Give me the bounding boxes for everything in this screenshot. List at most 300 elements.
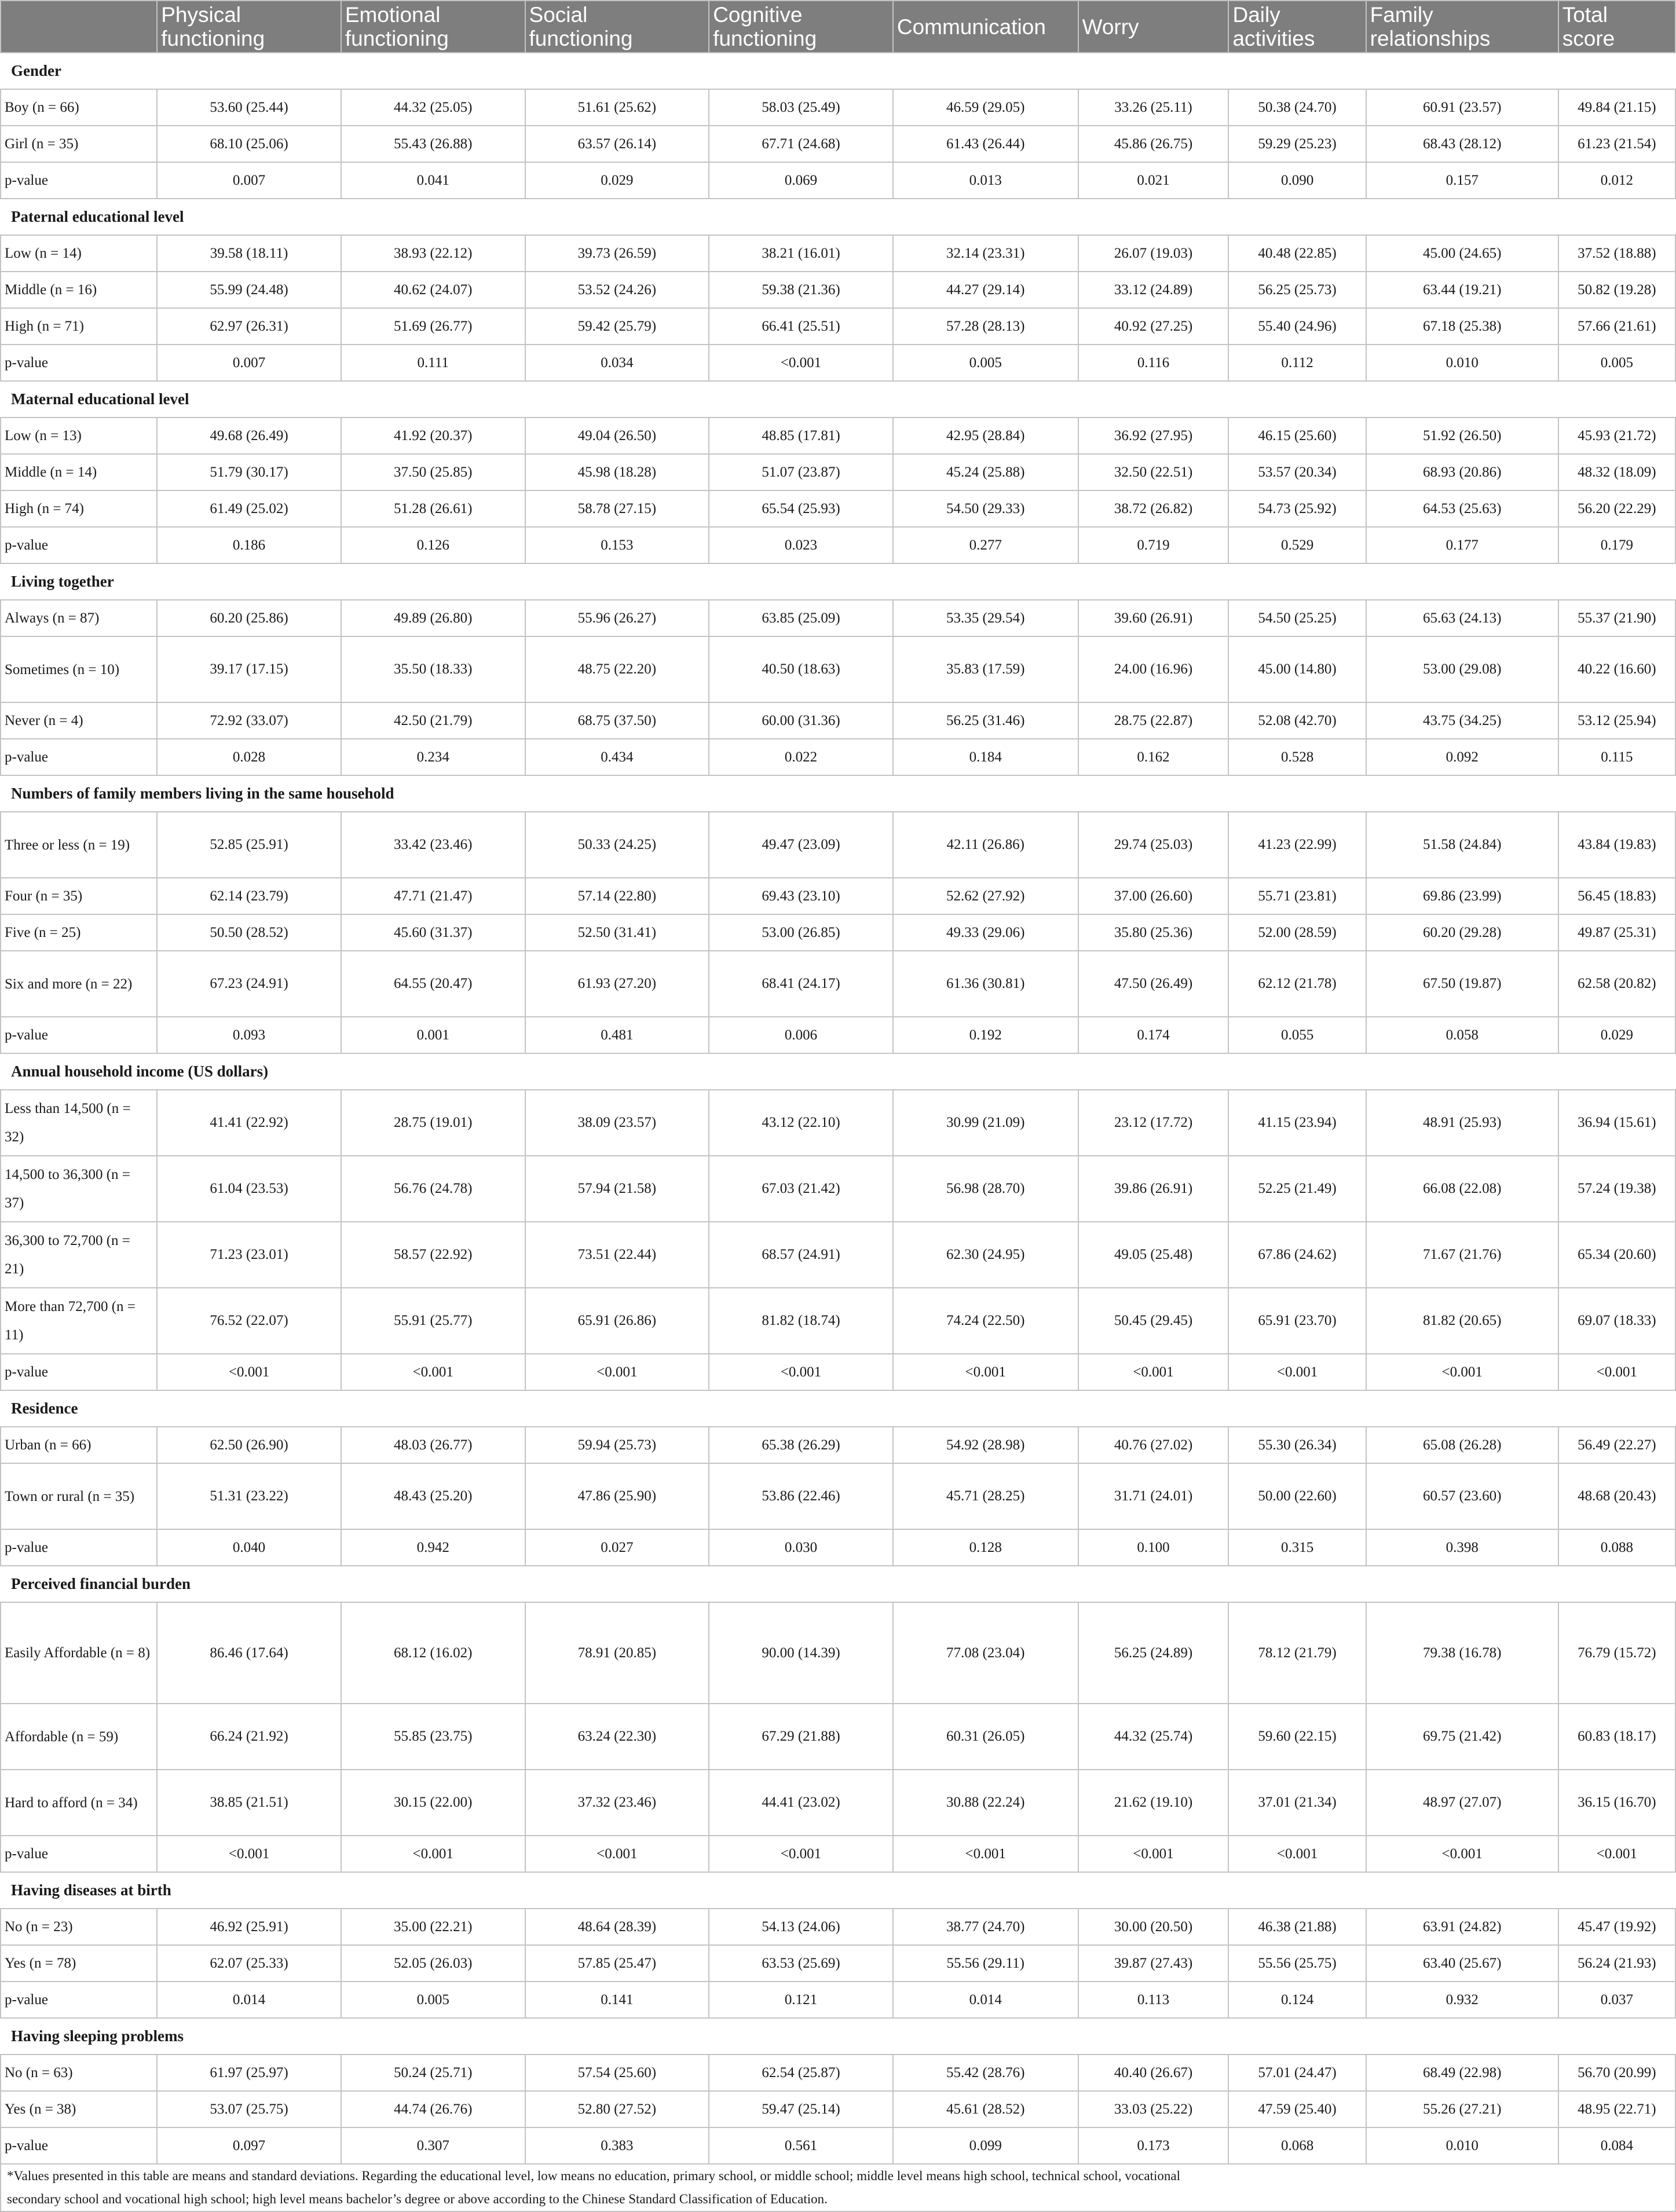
row-label: Never (n = 4): [1, 702, 157, 739]
p-value-cell: 0.113: [1078, 1982, 1229, 2018]
value-cell: 53.00 (26.85): [709, 914, 893, 951]
value-cell: 61.97 (25.97): [157, 2054, 341, 2091]
value-cell: 67.86 (24.62): [1228, 1222, 1366, 1288]
value-cell: 54.92 (28.98): [893, 1427, 1078, 1463]
value-cell: 65.08 (26.28): [1366, 1427, 1558, 1463]
value-cell: 37.50 (25.85): [341, 454, 525, 490]
value-cell: 58.78 (27.15): [525, 490, 709, 527]
p-value-label: p-value: [1, 1017, 157, 1053]
p-value-cell: 0.398: [1366, 1529, 1558, 1566]
value-cell: 71.67 (21.76): [1366, 1222, 1558, 1288]
value-cell: 38.21 (16.01): [709, 235, 893, 272]
p-value-cell: <0.001: [341, 1354, 525, 1390]
p-value-cell: 0.007: [157, 162, 341, 199]
value-cell: 86.46 (17.64): [157, 1602, 341, 1704]
value-cell: 38.85 (21.51): [157, 1770, 341, 1836]
p-value-row: [1, 1982, 1675, 2018]
value-cell: 51.28 (26.61): [341, 490, 525, 527]
section-title: Perceived financial burden: [1, 1566, 1675, 1602]
value-cell: 51.92 (26.50): [1366, 418, 1558, 454]
row-label: Affordable (n = 59): [1, 1704, 157, 1770]
col-header-communication: Communication: [893, 1, 1078, 53]
row-label: Five (n = 25): [1, 914, 157, 951]
value-cell: 40.76 (27.02): [1078, 1427, 1229, 1463]
value-cell: 39.73 (26.59): [525, 235, 709, 272]
value-cell: 45.98 (18.28): [525, 454, 709, 490]
value-cell: 60.91 (23.57): [1366, 89, 1558, 126]
p-value-cell: 0.014: [893, 1982, 1078, 2018]
row-label: High (n = 71): [1, 308, 157, 345]
value-cell: 54.50 (29.33): [893, 490, 1078, 527]
p-value-cell: <0.001: [1228, 1836, 1366, 1872]
value-cell: 64.55 (20.47): [341, 951, 525, 1017]
p-value-cell: 0.115: [1558, 739, 1675, 775]
value-cell: 48.32 (18.09): [1558, 454, 1675, 490]
p-value-cell: 0.027: [525, 1529, 709, 1566]
value-cell: 38.72 (26.82): [1078, 490, 1229, 527]
value-cell: 68.57 (24.91): [709, 1222, 893, 1288]
value-cell: 55.40 (24.96): [1228, 308, 1366, 345]
section-header-row: [1, 1566, 1675, 1602]
value-cell: 76.52 (22.07): [157, 1288, 341, 1354]
value-cell: 66.08 (22.08): [1366, 1156, 1558, 1222]
value-cell: 59.94 (25.73): [525, 1427, 709, 1463]
value-cell: 63.24 (22.30): [525, 1704, 709, 1770]
value-cell: 32.14 (23.31): [893, 235, 1078, 272]
p-value-label: p-value: [1, 527, 157, 563]
table-row: [1, 2054, 1675, 2091]
section-header-row: [1, 1053, 1675, 1090]
value-cell: 56.20 (22.29): [1558, 490, 1675, 527]
section-title: Having diseases at birth: [1, 1872, 1675, 1909]
value-cell: 51.69 (26.77): [341, 308, 525, 345]
p-value-cell: 0.040: [157, 1529, 341, 1566]
value-cell: 39.86 (26.91): [1078, 1156, 1229, 1222]
value-cell: 63.44 (19.21): [1366, 272, 1558, 308]
value-cell: 52.08 (42.70): [1228, 702, 1366, 739]
col-header-social-functioning: Social functioning: [525, 1, 709, 53]
p-value-cell: <0.001: [341, 1836, 525, 1872]
p-value-cell: <0.001: [1558, 1836, 1675, 1872]
value-cell: 57.66 (21.61): [1558, 308, 1675, 345]
p-value-label: p-value: [1, 162, 157, 199]
value-cell: 40.50 (18.63): [709, 636, 893, 702]
value-cell: 51.79 (30.17): [157, 454, 341, 490]
value-cell: 65.91 (26.86): [525, 1288, 709, 1354]
value-cell: 51.31 (23.22): [157, 1463, 341, 1529]
p-value-row: [1, 739, 1675, 775]
value-cell: 53.12 (25.94): [1558, 702, 1675, 739]
table-row: [1, 235, 1675, 272]
p-value-cell: 0.529: [1228, 527, 1366, 563]
p-value-cell: 0.029: [525, 162, 709, 199]
table-row: [1, 1222, 1675, 1288]
p-value-label: p-value: [1, 739, 157, 775]
row-label: Yes (n = 38): [1, 2091, 157, 2127]
value-cell: 24.00 (16.96): [1078, 636, 1229, 702]
value-cell: 46.15 (25.60): [1228, 418, 1366, 454]
table-row: [1, 89, 1675, 126]
value-cell: 52.50 (31.41): [525, 914, 709, 951]
value-cell: 63.53 (25.69): [709, 1945, 893, 1982]
p-value-cell: 0.088: [1558, 1529, 1675, 1566]
value-cell: 48.85 (17.81): [709, 418, 893, 454]
p-value-label: p-value: [1, 345, 157, 381]
p-value-label: p-value: [1, 1529, 157, 1566]
value-cell: 61.93 (27.20): [525, 951, 709, 1017]
value-cell: 50.00 (22.60): [1228, 1463, 1366, 1529]
section-header-row: [1, 563, 1675, 600]
row-label: No (n = 23): [1, 1909, 157, 1945]
value-cell: 45.00 (24.65): [1366, 235, 1558, 272]
value-cell: 28.75 (22.87): [1078, 702, 1229, 739]
value-cell: 56.70 (20.99): [1558, 2054, 1675, 2091]
value-cell: 53.86 (22.46): [709, 1463, 893, 1529]
table-row: [1, 1463, 1675, 1529]
row-label: Urban (n = 66): [1, 1427, 157, 1463]
value-cell: 51.07 (23.87): [709, 454, 893, 490]
value-cell: 81.82 (20.65): [1366, 1288, 1558, 1354]
value-cell: 51.61 (25.62): [525, 89, 709, 126]
value-cell: 67.50 (19.87): [1366, 951, 1558, 1017]
section-title: Living together: [1, 563, 1675, 600]
p-value-cell: 0.528: [1228, 739, 1366, 775]
p-value-row: [1, 1017, 1675, 1053]
p-value-cell: 0.111: [341, 345, 525, 381]
p-value-cell: 0.932: [1366, 1982, 1558, 2018]
value-cell: 36.92 (27.95): [1078, 418, 1229, 454]
value-cell: 33.03 (25.22): [1078, 2091, 1229, 2127]
value-cell: 62.54 (25.87): [709, 2054, 893, 2091]
value-cell: 61.43 (26.44): [893, 126, 1078, 162]
table-footnote: *Values presented in this table are means and standard deviations. Regarding the educational level, low means no education, primary school, or middle school; middle level means high school, technical school, vocational secondary school and vocational high school; high level means bachelor’s degree or above according to the Chinese Standard Classification of Education.: [7, 2169, 1180, 2206]
value-cell: 61.04 (23.53): [157, 1156, 341, 1222]
table-row: [1, 600, 1675, 636]
p-value-cell: 0.006: [709, 1017, 893, 1053]
value-cell: 58.57 (22.92): [341, 1222, 525, 1288]
value-cell: 55.56 (29.11): [893, 1945, 1078, 1982]
value-cell: 33.12 (24.89): [1078, 272, 1229, 308]
p-value-cell: 0.014: [157, 1982, 341, 2018]
value-cell: 49.47 (23.09): [709, 812, 893, 878]
value-cell: 57.94 (21.58): [525, 1156, 709, 1222]
table-row: [1, 1909, 1675, 1945]
value-cell: 55.26 (27.21): [1366, 2091, 1558, 2127]
p-value-cell: 0.162: [1078, 739, 1229, 775]
p-value-cell: 0.307: [341, 2127, 525, 2164]
p-value-cell: 0.100: [1078, 1529, 1229, 1566]
p-value-cell: 0.561: [709, 2127, 893, 2164]
col-header-worry: Worry: [1078, 1, 1229, 53]
value-cell: 78.12 (21.79): [1228, 1602, 1366, 1704]
value-cell: 59.38 (21.36): [709, 272, 893, 308]
value-cell: 55.99 (24.48): [157, 272, 341, 308]
section-header-row: [1, 775, 1675, 812]
section-title: Residence: [1, 1390, 1675, 1427]
value-cell: 21.62 (19.10): [1078, 1770, 1229, 1836]
p-value-cell: 0.177: [1366, 527, 1558, 563]
p-value-cell: 0.012: [1558, 162, 1675, 199]
value-cell: 65.54 (25.93): [709, 490, 893, 527]
table-row: [1, 490, 1675, 527]
table-row: [1, 878, 1675, 914]
value-cell: 63.40 (25.67): [1366, 1945, 1558, 1982]
value-cell: 67.18 (25.38): [1366, 308, 1558, 345]
p-value-cell: 0.010: [1366, 345, 1558, 381]
table-row: [1, 812, 1675, 878]
p-value-cell: <0.001: [1228, 1354, 1366, 1390]
table-row: [1, 1156, 1675, 1222]
value-cell: 36.94 (15.61): [1558, 1090, 1675, 1156]
table-row: [1, 1427, 1675, 1463]
value-cell: 40.48 (22.85): [1228, 235, 1366, 272]
value-cell: 68.75 (37.50): [525, 702, 709, 739]
p-value-cell: 0.179: [1558, 527, 1675, 563]
value-cell: 49.05 (25.48): [1078, 1222, 1229, 1288]
value-cell: 48.75 (22.20): [525, 636, 709, 702]
value-cell: 68.49 (22.98): [1366, 2054, 1558, 2091]
value-cell: 44.27 (29.14): [893, 272, 1078, 308]
table-row: [1, 272, 1675, 308]
p-value-cell: 0.434: [525, 739, 709, 775]
value-cell: 54.50 (25.25): [1228, 600, 1366, 636]
value-cell: 45.86 (26.75): [1078, 126, 1229, 162]
value-cell: 37.01 (21.34): [1228, 1770, 1366, 1836]
p-value-cell: 0.030: [709, 1529, 893, 1566]
value-cell: 47.86 (25.90): [525, 1463, 709, 1529]
col-header-physical-functioning: Physical functioning: [157, 1, 341, 53]
value-cell: 56.49 (22.27): [1558, 1427, 1675, 1463]
value-cell: 29.74 (25.03): [1078, 812, 1229, 878]
value-cell: 68.41 (24.17): [709, 951, 893, 1017]
p-value-row: [1, 1354, 1675, 1390]
value-cell: 67.03 (21.42): [709, 1156, 893, 1222]
value-cell: 57.14 (22.80): [525, 878, 709, 914]
value-cell: 56.25 (24.89): [1078, 1602, 1229, 1704]
value-cell: 28.75 (19.01): [341, 1090, 525, 1156]
value-cell: 67.23 (24.91): [157, 951, 341, 1017]
value-cell: 40.92 (27.25): [1078, 308, 1229, 345]
row-label: 36,300 to 72,700 (n = 21): [1, 1222, 157, 1288]
p-value-cell: 0.186: [157, 527, 341, 563]
value-cell: 57.54 (25.60): [525, 2054, 709, 2091]
p-value-cell: <0.001: [525, 1836, 709, 1872]
value-cell: 41.92 (20.37): [341, 418, 525, 454]
value-cell: 45.00 (14.80): [1228, 636, 1366, 702]
value-cell: 52.85 (25.91): [157, 812, 341, 878]
value-cell: 30.00 (20.50): [1078, 1909, 1229, 1945]
value-cell: 45.71 (28.25): [893, 1463, 1078, 1529]
value-cell: 43.84 (19.83): [1558, 812, 1675, 878]
p-value-cell: <0.001: [709, 1354, 893, 1390]
value-cell: 54.73 (25.92): [1228, 490, 1366, 527]
p-value-cell: 0.069: [709, 162, 893, 199]
col-header-cognitive-functioning: Cognitive functioning: [709, 1, 893, 53]
value-cell: 52.80 (27.52): [525, 2091, 709, 2127]
value-cell: 42.11 (26.86): [893, 812, 1078, 878]
value-cell: 69.75 (21.42): [1366, 1704, 1558, 1770]
value-cell: 35.80 (25.36): [1078, 914, 1229, 951]
p-value-row: [1, 162, 1675, 199]
value-cell: 49.33 (29.06): [893, 914, 1078, 951]
p-value-cell: 0.184: [893, 739, 1078, 775]
p-value-cell: <0.001: [1558, 1354, 1675, 1390]
value-cell: 56.98 (28.70): [893, 1156, 1078, 1222]
p-value-cell: 0.097: [157, 2127, 341, 2164]
p-value-row: [1, 2127, 1675, 2164]
p-value-cell: 0.141: [525, 1982, 709, 2018]
value-cell: 59.42 (25.79): [525, 308, 709, 345]
value-cell: 47.71 (21.47): [341, 878, 525, 914]
p-value-cell: <0.001: [1366, 1836, 1558, 1872]
section-title: Numbers of family members living in the same household: [1, 775, 1675, 812]
value-cell: 62.07 (25.33): [157, 1945, 341, 1982]
p-value-cell: 0.192: [893, 1017, 1078, 1053]
p-value-cell: <0.001: [157, 1836, 341, 1872]
value-cell: 73.51 (22.44): [525, 1222, 709, 1288]
value-cell: 48.64 (28.39): [525, 1909, 709, 1945]
value-cell: 62.50 (26.90): [157, 1427, 341, 1463]
row-label: Three or less (n = 19): [1, 812, 157, 878]
table-row: [1, 1288, 1675, 1354]
value-cell: 41.15 (23.94): [1228, 1090, 1366, 1156]
section-header-row: [1, 1872, 1675, 1909]
value-cell: 49.87 (25.31): [1558, 914, 1675, 951]
table-row: [1, 308, 1675, 345]
value-cell: 63.91 (24.82): [1366, 1909, 1558, 1945]
value-cell: 47.59 (25.40): [1228, 2091, 1366, 2127]
value-cell: 31.71 (24.01): [1078, 1463, 1229, 1529]
value-cell: 43.12 (22.10): [709, 1090, 893, 1156]
value-cell: 50.45 (29.45): [1078, 1288, 1229, 1354]
p-value-cell: 0.055: [1228, 1017, 1366, 1053]
p-value-cell: 0.028: [157, 739, 341, 775]
value-cell: 55.37 (21.90): [1558, 600, 1675, 636]
p-value-cell: 0.383: [525, 2127, 709, 2164]
value-cell: 56.76 (24.78): [341, 1156, 525, 1222]
value-cell: 44.41 (23.02): [709, 1770, 893, 1836]
value-cell: 74.24 (22.50): [893, 1288, 1078, 1354]
p-value-cell: 0.124: [1228, 1982, 1366, 2018]
table-row: [1, 1945, 1675, 1982]
value-cell: 59.47 (25.14): [709, 2091, 893, 2127]
row-label: Four (n = 35): [1, 878, 157, 914]
p-value-cell: 0.022: [709, 739, 893, 775]
value-cell: 63.85 (25.09): [709, 600, 893, 636]
value-cell: 30.99 (21.09): [893, 1090, 1078, 1156]
table-row: [1, 126, 1675, 162]
p-value-cell: 0.034: [525, 345, 709, 381]
value-cell: 53.57 (20.34): [1228, 454, 1366, 490]
value-cell: 44.32 (25.74): [1078, 1704, 1229, 1770]
row-label: Sometimes (n = 10): [1, 636, 157, 702]
p-value-cell: 0.153: [525, 527, 709, 563]
p-value-cell: 0.013: [893, 162, 1078, 199]
value-cell: 49.68 (26.49): [157, 418, 341, 454]
value-cell: 43.75 (34.25): [1366, 702, 1558, 739]
value-cell: 66.24 (21.92): [157, 1704, 341, 1770]
value-cell: 68.43 (28.12): [1366, 126, 1558, 162]
value-cell: 52.05 (26.03): [341, 1945, 525, 1982]
value-cell: 62.58 (20.82): [1558, 951, 1675, 1017]
value-cell: 57.24 (19.38): [1558, 1156, 1675, 1222]
value-cell: 40.62 (24.07): [341, 272, 525, 308]
p-value-cell: 0.942: [341, 1529, 525, 1566]
p-value-cell: 0.173: [1078, 2127, 1229, 2164]
table-row: [1, 914, 1675, 951]
table-row: [1, 2091, 1675, 2127]
value-cell: 48.43 (25.20): [341, 1463, 525, 1529]
value-cell: 50.38 (24.70): [1228, 89, 1366, 126]
p-value-label: p-value: [1, 1836, 157, 1872]
value-cell: 48.03 (26.77): [341, 1427, 525, 1463]
value-cell: 57.01 (24.47): [1228, 2054, 1366, 2091]
value-cell: 44.32 (25.05): [341, 89, 525, 126]
value-cell: 65.38 (26.29): [709, 1427, 893, 1463]
value-cell: 57.28 (28.13): [893, 308, 1078, 345]
p-value-cell: 0.010: [1366, 2127, 1558, 2164]
value-cell: 66.41 (25.51): [709, 308, 893, 345]
value-cell: 35.50 (18.33): [341, 636, 525, 702]
value-cell: 60.31 (26.05): [893, 1704, 1078, 1770]
value-cell: 37.32 (23.46): [525, 1770, 709, 1836]
section-title: Having sleeping problems: [1, 2018, 1675, 2054]
value-cell: 57.85 (25.47): [525, 1945, 709, 1982]
value-cell: 48.95 (22.71): [1558, 2091, 1675, 2127]
p-value-cell: 0.041: [341, 162, 525, 199]
section-header-row: [1, 381, 1675, 418]
value-cell: 38.77 (24.70): [893, 1909, 1078, 1945]
table-row: [1, 1090, 1675, 1156]
row-label: 14,500 to 36,300 (n = 37): [1, 1156, 157, 1222]
value-cell: 56.24 (21.93): [1558, 1945, 1675, 1982]
value-cell: 45.60 (31.37): [341, 914, 525, 951]
value-cell: 50.82 (19.28): [1558, 272, 1675, 308]
p-value-cell: 0.234: [341, 739, 525, 775]
value-cell: 53.60 (25.44): [157, 89, 341, 126]
value-cell: 61.49 (25.02): [157, 490, 341, 527]
value-cell: 90.00 (14.39): [709, 1602, 893, 1704]
p-value-cell: 0.126: [341, 527, 525, 563]
row-label: Yes (n = 78): [1, 1945, 157, 1982]
value-cell: 55.56 (25.75): [1228, 1945, 1366, 1982]
value-cell: 67.71 (24.68): [709, 126, 893, 162]
value-cell: 60.83 (18.17): [1558, 1704, 1675, 1770]
table-row: [1, 702, 1675, 739]
p-value-cell: 0.116: [1078, 345, 1229, 381]
p-value-row: [1, 1529, 1675, 1566]
row-label: Middle (n = 16): [1, 272, 157, 308]
row-label: Girl (n = 35): [1, 126, 157, 162]
value-cell: 62.30 (24.95): [893, 1222, 1078, 1288]
section-header-row: [1, 2018, 1675, 2054]
p-value-cell: <0.001: [893, 1836, 1078, 1872]
value-cell: 53.35 (29.54): [893, 600, 1078, 636]
row-label: Town or rural (n = 35): [1, 1463, 157, 1529]
value-cell: 41.23 (22.99): [1228, 812, 1366, 878]
row-label: Always (n = 87): [1, 600, 157, 636]
section-header-row: [1, 199, 1675, 235]
value-cell: 62.12 (21.78): [1228, 951, 1366, 1017]
value-cell: 52.25 (21.49): [1228, 1156, 1366, 1222]
p-value-cell: 0.099: [893, 2127, 1078, 2164]
p-value-cell: 0.084: [1558, 2127, 1675, 2164]
p-value-row: [1, 1836, 1675, 1872]
value-cell: 81.82 (18.74): [709, 1288, 893, 1354]
p-value-cell: 0.005: [893, 345, 1078, 381]
section-title: Maternal educational level: [1, 381, 1675, 418]
header-row: [1, 1, 1675, 53]
